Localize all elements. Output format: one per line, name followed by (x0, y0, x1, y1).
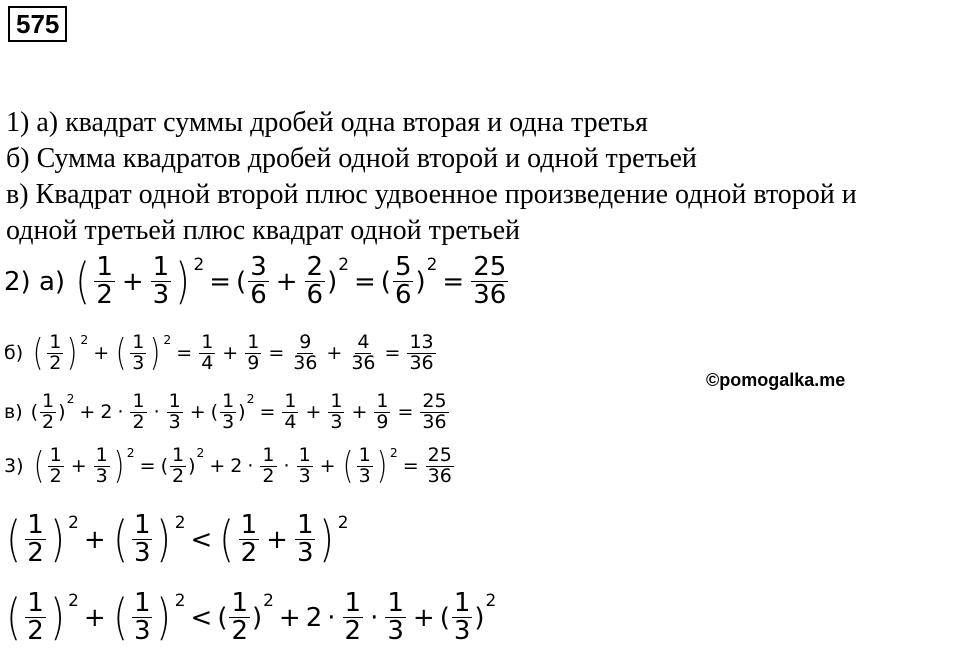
inequality-1 (4, 512, 349, 568)
numerator: 2 (306, 252, 324, 282)
denominator: 4 (201, 351, 214, 374)
numerator: 1 (231, 588, 249, 618)
denominator: 3 (133, 616, 151, 647)
fraction (426, 446, 454, 487)
fraction (245, 333, 261, 374)
symbol: ( (30, 401, 39, 424)
operator: + (209, 455, 226, 478)
symbol: 2 (305, 602, 323, 633)
fraction (295, 512, 316, 568)
operator: · (370, 602, 379, 633)
denominator: 3 (132, 351, 145, 374)
fraction (282, 392, 298, 433)
exponent: 2 (66, 392, 75, 406)
numerator: 1 (247, 331, 260, 353)
operator: + (83, 524, 106, 555)
fraction (420, 392, 448, 433)
operator: · (283, 455, 290, 478)
fraction (357, 446, 373, 487)
operator: + (275, 266, 298, 297)
exponent: 2 (126, 446, 135, 460)
fraction (297, 446, 313, 487)
symbol: ) (58, 401, 66, 424)
denominator: 2 (262, 464, 275, 487)
exponent: 2 (68, 512, 79, 532)
equation-3 (4, 446, 456, 487)
exponent: 2 (163, 333, 172, 347)
operator: + (305, 401, 322, 424)
numerator: 3 (250, 252, 267, 282)
symbol: ) (252, 602, 263, 633)
fraction (132, 512, 153, 568)
denominator: 3 (133, 538, 151, 569)
big-paren-left: ( (219, 510, 235, 569)
operator: = (442, 266, 465, 297)
numerator: 1 (344, 588, 362, 618)
fraction (167, 392, 183, 433)
operator: + (189, 401, 206, 424)
big-paren-left: ( (6, 510, 21, 569)
operator: + (83, 602, 106, 633)
numerator: 1 (27, 588, 44, 618)
exponent: 2 (80, 333, 89, 347)
denominator: 2 (171, 464, 185, 487)
numerator: 1 (262, 444, 275, 466)
operator: = (397, 401, 414, 424)
operator: = (176, 342, 193, 365)
denominator: 6 (306, 280, 324, 311)
numerator: 1 (284, 390, 297, 412)
denominator: 3 (168, 410, 181, 433)
operator: + (319, 455, 336, 478)
operator: = (353, 266, 376, 297)
symbol: ( (439, 602, 450, 633)
big-paren-left: ( (113, 510, 128, 569)
numerator: 1 (240, 510, 258, 540)
numerator: 1 (387, 588, 404, 618)
operator: + (326, 342, 343, 365)
big-paren-right: ) (50, 588, 65, 647)
fraction (343, 590, 364, 646)
big-paren-right: ) (113, 445, 125, 488)
fraction (393, 254, 414, 310)
numerator: 1 (222, 390, 235, 412)
denominator: 36 (427, 464, 452, 487)
numerator: 25 (422, 390, 447, 412)
denominator: 2 (27, 616, 44, 647)
symbol: ( (217, 602, 228, 633)
equation-label: в) (4, 401, 23, 424)
big-paren-right: ) (50, 510, 65, 569)
watermark: ©pomogalka.me (706, 370, 846, 390)
operator: + (351, 401, 368, 424)
denominator: 2 (231, 616, 249, 647)
fraction (151, 254, 172, 310)
fraction (239, 512, 260, 568)
exponent: 2 (485, 590, 497, 610)
operator: · (247, 455, 254, 478)
fraction (40, 392, 56, 433)
operator: + (70, 455, 87, 478)
equation-label: б) (4, 342, 24, 365)
symbol: ) (327, 266, 338, 297)
operator: = (268, 342, 285, 365)
denominator: 3 (152, 280, 170, 311)
denominator: 2 (132, 410, 145, 433)
fraction (385, 590, 406, 646)
numerator: 1 (96, 252, 113, 282)
numerator: 1 (453, 588, 471, 618)
numerator: 25 (427, 444, 452, 466)
denominator: 2 (240, 538, 258, 569)
denominator: 36 (473, 280, 507, 311)
big-paren-right: ) (150, 332, 161, 375)
numerator: 1 (298, 444, 311, 466)
equation-2a (4, 254, 510, 310)
numerator: 1 (132, 331, 145, 353)
big-paren-left: ( (32, 332, 44, 375)
exponent: 2 (196, 446, 205, 460)
big-paren-left: ( (33, 445, 44, 488)
symbol: ( (160, 455, 168, 478)
operator: + (121, 266, 144, 297)
fraction (48, 446, 64, 487)
symbol: ( (380, 266, 391, 297)
fraction (452, 590, 473, 646)
fraction (248, 254, 269, 310)
numerator: 1 (49, 444, 62, 466)
denominator: 36 (293, 351, 318, 374)
fraction (170, 446, 186, 487)
big-paren-right: ) (67, 332, 78, 375)
operator: + (222, 342, 239, 365)
fraction (25, 590, 46, 646)
numerator: 1 (133, 588, 151, 618)
fraction (305, 254, 326, 310)
big-paren-right: ) (156, 510, 172, 569)
denominator: 3 (298, 464, 311, 487)
big-paren-left: ( (75, 252, 90, 311)
numerator: 1 (171, 444, 185, 466)
denominator: 36 (422, 410, 447, 433)
operator: = (139, 455, 156, 478)
text-line-1: 1) а) квадрат суммы дробей одна вторая и одна третья (6, 107, 648, 138)
symbol: ) (415, 266, 426, 297)
fraction (130, 333, 146, 374)
equation-2v (4, 392, 451, 433)
denominator: 3 (387, 616, 404, 647)
operator: · (153, 401, 160, 424)
denominator: 9 (376, 410, 389, 433)
fraction (471, 254, 508, 310)
big-paren-right: ) (156, 588, 172, 647)
fraction (407, 333, 435, 374)
big-paren-left: ( (113, 588, 128, 647)
numerator: 1 (358, 444, 371, 466)
denominator: 2 (42, 410, 55, 433)
inequality-2 (4, 590, 496, 646)
operator: + (93, 342, 110, 365)
denominator: 2 (49, 351, 62, 374)
problem-number: 575 (8, 6, 67, 42)
fraction (349, 333, 377, 374)
numerator: 13 (409, 331, 434, 353)
symbol: ) (238, 401, 246, 424)
numerator: 1 (296, 510, 314, 540)
numerator: 1 (201, 331, 214, 353)
operator: + (266, 524, 288, 555)
numerator: 1 (132, 390, 145, 412)
numerator: 1 (330, 390, 343, 412)
symbol: ) (474, 602, 485, 633)
numerator: 25 (473, 252, 507, 282)
exponent: 2 (389, 446, 398, 460)
denominator: 6 (250, 280, 267, 311)
exponent: 2 (174, 512, 186, 532)
big-paren-left: ( (115, 332, 127, 375)
symbol: 2 (100, 401, 113, 424)
numerator: 1 (133, 510, 151, 540)
fraction (220, 392, 236, 433)
denominator: 3 (296, 538, 314, 569)
fraction (199, 333, 215, 374)
exponent: 2 (426, 254, 438, 274)
operator: + (278, 602, 301, 633)
operator: · (117, 401, 124, 424)
fraction (130, 392, 146, 433)
exponent: 2 (338, 254, 349, 274)
denominator: 3 (358, 464, 371, 487)
text-line-2: б) Сумма квадратов дробей одной второй и одной третьей (6, 143, 697, 174)
exponent: 2 (246, 392, 255, 406)
operator: + (79, 401, 96, 424)
exponent: 2 (174, 590, 186, 610)
denominator: 2 (96, 280, 113, 311)
operator: · (327, 602, 336, 633)
numerator: 4 (357, 331, 370, 353)
symbol: ( (236, 266, 247, 297)
fraction (94, 254, 115, 310)
denominator: 3 (453, 616, 471, 647)
operator: = (384, 342, 401, 365)
denominator: 9 (247, 351, 260, 374)
operator: = (402, 455, 419, 478)
big-paren-right: ) (376, 445, 388, 488)
denominator: 2 (49, 464, 62, 487)
equation-2b (4, 333, 438, 374)
denominator: 36 (351, 351, 376, 374)
operator: + (412, 602, 435, 633)
big-paren-right: ) (175, 252, 191, 311)
numerator: 9 (299, 331, 312, 353)
fraction (94, 446, 110, 487)
numerator: 1 (27, 510, 44, 540)
text-line-3: в) Квадрат одной второй плюс удвоенное произведение одной второй и (6, 179, 857, 210)
exponent: 2 (263, 590, 274, 610)
numerator: 1 (376, 390, 389, 412)
big-paren-left: ( (6, 588, 21, 647)
denominator: 36 (409, 351, 434, 374)
denominator: 3 (222, 410, 235, 433)
denominator: 2 (344, 616, 362, 647)
exponent: 2 (337, 512, 349, 532)
equation-label: 3) (4, 455, 24, 478)
symbol: ) (188, 455, 196, 478)
exponent: 2 (68, 590, 79, 610)
operator: < (190, 524, 213, 555)
fraction (260, 446, 276, 487)
numerator: 1 (49, 331, 62, 353)
fraction (25, 512, 46, 568)
fraction (291, 333, 319, 374)
numerator: 1 (152, 252, 170, 282)
denominator: 4 (284, 410, 297, 433)
operator: < (190, 602, 213, 633)
fraction (229, 590, 250, 646)
equation-label: 2) а) (4, 266, 66, 297)
fraction (47, 333, 63, 374)
big-paren-left: ( (342, 445, 353, 488)
fraction (132, 590, 153, 646)
symbol: ( (210, 401, 219, 424)
text-line-4: одной третьей плюс квадрат одной третьей (6, 215, 521, 246)
fraction (374, 392, 390, 433)
denominator: 3 (95, 464, 108, 487)
fraction (328, 392, 344, 433)
denominator: 3 (330, 410, 343, 433)
numerator: 5 (394, 252, 412, 282)
exponent: 2 (193, 254, 205, 274)
denominator: 2 (27, 538, 44, 569)
big-paren-right: ) (319, 510, 335, 569)
numerator: 1 (168, 390, 181, 412)
numerator: 1 (95, 444, 108, 466)
operator: = (209, 266, 232, 297)
denominator: 6 (394, 280, 412, 311)
symbol: 2 (230, 455, 243, 478)
operator: = (259, 401, 276, 424)
numerator: 1 (42, 390, 55, 412)
